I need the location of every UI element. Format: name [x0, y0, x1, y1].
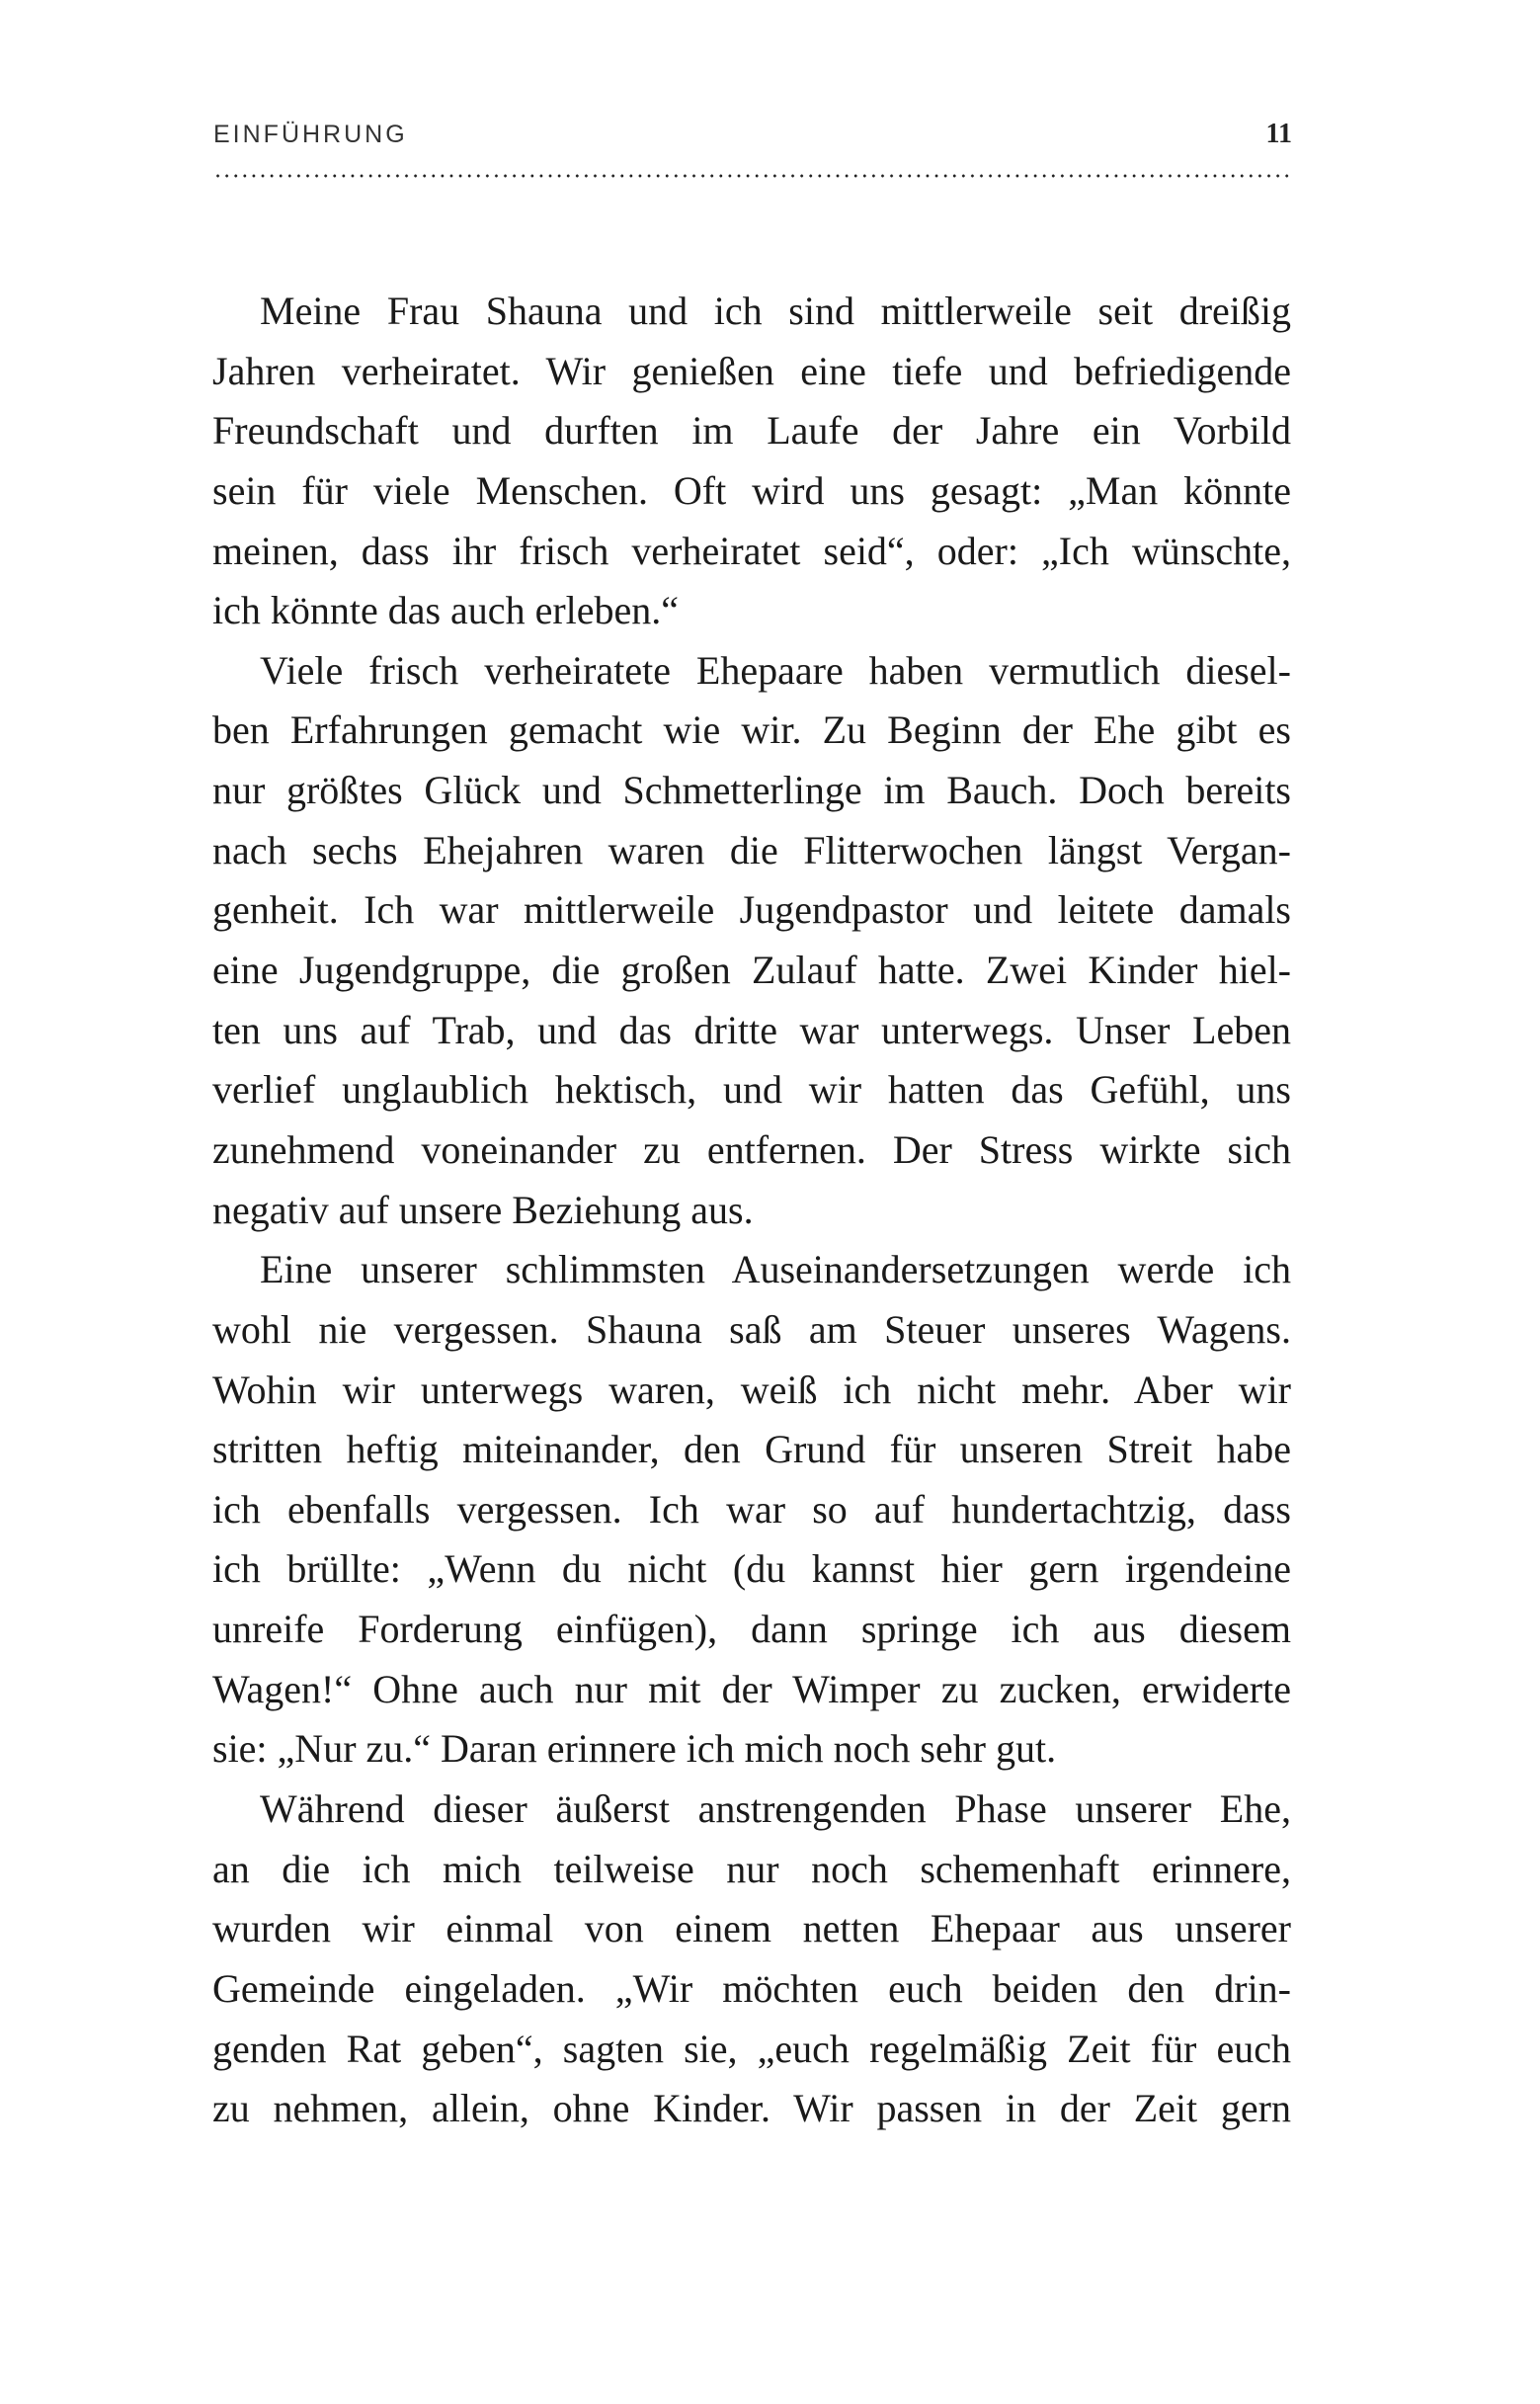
text-line: Freundschaft und durften im Laufe der Jahre ein Vorbild	[212, 408, 1291, 454]
text-line: Wagen!“ Ohne auch nur mit der Wimper zu zucken, erwiderte	[212, 1666, 1291, 1711]
text-line: nach sechs Ehejahren waren die Flitterwochen längst Vergan-	[212, 827, 1291, 872]
page-number: 11	[1265, 119, 1292, 149]
text-line: zu nehmen, allein, ohne Kinder. Wir passen in der Zeit gern	[212, 2086, 1291, 2131]
paragraph	[212, 1240, 1291, 1780]
text-line: meinen, dass ihr frisch verheiratet seid“, oder: „Ich wünschte,	[212, 528, 1291, 573]
text-line: an die ich mich teilweise nur noch schemenhaft erinnere,	[212, 1846, 1291, 1891]
text-line: ich ebenfalls vergessen. Ich war so auf hundertachtzig, dass	[212, 1486, 1291, 1532]
text-line: ich könnte das auch erleben.“	[212, 588, 680, 633]
text-line: unreife Forderung einfügen), dann springe ich aus diesem	[212, 1607, 1291, 1652]
paragraph	[212, 641, 1291, 1240]
text-line: genheit. Ich war mittlerweile Jugendpastor und leitete damals	[212, 887, 1291, 933]
body-text	[212, 282, 1291, 2139]
text-line: nur größtes Glück und Schmetterlinge im Bauch. Doch bereits	[212, 768, 1291, 813]
paragraph	[212, 282, 1291, 641]
text-line: Meine Frau Shauna und ich sind mittlerweile seit dreißig	[260, 289, 1291, 333]
text-line: Wohin wir unterwegs waren, weiß ich nicht mehr. Aber wir	[212, 1367, 1291, 1412]
text-line: Jahren verheiratet. Wir genießen eine tiefe und befriedigende	[212, 348, 1291, 393]
text-line: Gemeinde eingeladen. „Wir möchten euch beiden den drin-	[212, 1965, 1291, 2011]
text-line: ben Erfahrungen gemacht wie wir. Zu Beginn der Ehe gibt es	[212, 707, 1291, 753]
text-line: negativ auf unsere Beziehung aus.	[212, 1187, 754, 1232]
text-line: eine Jugendgruppe, die großen Zulauf hatte. Zwei Kinder hiel-	[212, 948, 1291, 993]
text-line: wurden wir einmal von einem netten Ehepaar aus unserer	[212, 1906, 1291, 1951]
text-line: sein für viele Menschen. Oft wird uns gesagt: „Man könnte	[212, 467, 1291, 513]
text-line: Viele frisch verheiratete Ehepaare haben vermutlich diesel-	[260, 647, 1291, 693]
text-line: ten uns auf Trab, und das dritte war unterwegs. Unser Leben	[212, 1007, 1291, 1052]
text-line: wohl nie vergessen. Shauna saß am Steuer unseres Wagens.	[212, 1306, 1291, 1352]
paragraph	[212, 1780, 1291, 2139]
running-title: EINFÜHRUNG	[213, 121, 408, 148]
text-line: stritten heftig miteinander, den Grund für unseren Streit habe	[212, 1427, 1291, 1472]
page-header	[213, 121, 1292, 160]
text-line: sie: „Nur zu.“ Daran erinnere ich mich noch sehr gut.	[212, 1726, 1057, 1772]
text-line: zunehmend voneinander zu entfernen. Der Stress wirkte sich	[212, 1126, 1291, 1172]
text-line: genden Rat geben“, sagten sie, „euch regelmäßig Zeit für euch	[212, 2026, 1291, 2071]
dotted-divider	[213, 174, 1292, 178]
text-line: Eine unserer schlimmsten Auseinandersetzungen werde ich	[260, 1247, 1291, 1292]
text-line: verlief unglaublich hektisch, und wir hatten das Gefühl, uns	[212, 1067, 1291, 1113]
text-line: ich brüllte: „Wenn du nicht (du kannst hier gern irgendeine	[212, 1546, 1291, 1592]
text-line: Während dieser äußerst anstrengenden Phase unserer Ehe,	[260, 1786, 1291, 1832]
